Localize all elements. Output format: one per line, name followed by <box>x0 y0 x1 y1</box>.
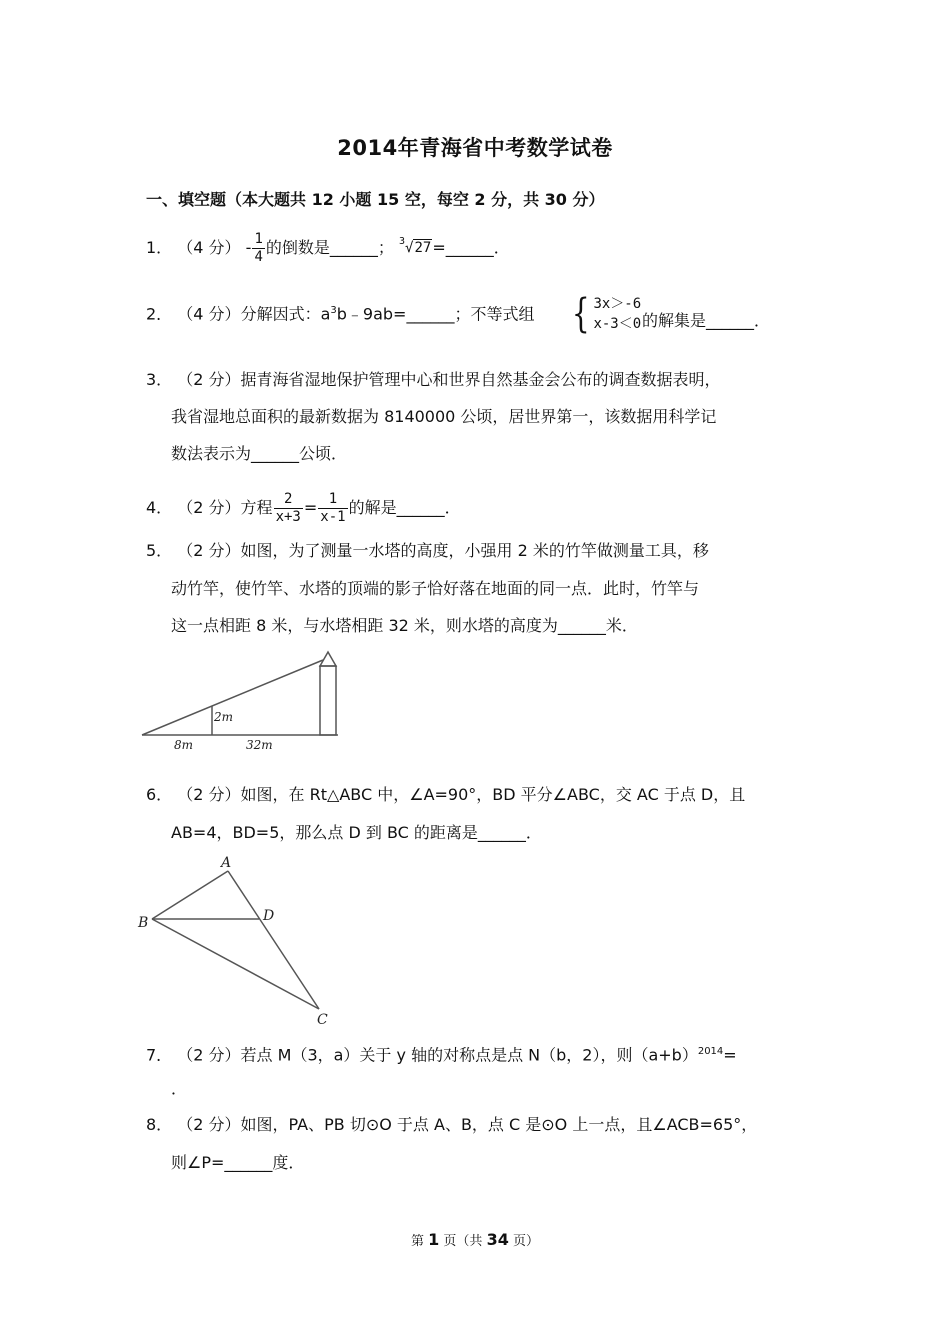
footer-text: 页（共 <box>439 1234 487 1249</box>
question-number: 2． <box>146 304 173 324</box>
question-text: （2 分）据青海省湿地保护管理中心和世界自然基金会公布的调查数据表明， <box>177 370 721 389</box>
exponent: 3 <box>330 305 337 316</box>
page-footer <box>0 1230 950 1249</box>
label-a: A <box>221 855 232 871</box>
question-7 <box>146 1041 737 1066</box>
question-text: 分解因式：a <box>240 304 331 324</box>
footer-text: 页） <box>508 1234 539 1249</box>
root-index: 3 <box>398 235 406 247</box>
question-number: 4． <box>146 498 173 517</box>
inequality-2: x-3＜0 <box>593 316 642 332</box>
numerator: 1 <box>318 491 347 509</box>
question-5-line-1 <box>146 540 709 562</box>
equals-sign: = <box>303 498 318 517</box>
numerator: 2 <box>274 491 303 509</box>
question-text: （2 分）若点 M（3，a）关于 y 轴的对称点是点 N（b，2），则（a+b） <box>177 1045 698 1065</box>
fraction-1 <box>274 491 303 526</box>
question-number: 8． <box>146 1115 173 1134</box>
side-ab <box>152 871 228 919</box>
question-number: 1． <box>146 238 173 257</box>
inequality-system <box>568 291 642 337</box>
denominator: 4 <box>254 249 263 265</box>
question-3-line-2: 我省湿地总面积的最新数据为 8140000 公顷，居世界第一，该数据用科学记 <box>171 407 717 426</box>
page-title: 2014年青海省中考数学试卷 <box>337 136 613 160</box>
question-number: 5． <box>146 541 173 560</box>
question-text: 的倒数是______； <box>265 238 394 257</box>
numerator: 1 <box>254 231 263 247</box>
distance-label-1: 8m <box>174 738 194 752</box>
minus-sign: - <box>245 238 252 257</box>
question-6-line-1 <box>146 784 745 806</box>
pole-height-label: 2m <box>214 710 234 724</box>
denominator: x+3 <box>275 509 301 525</box>
question-3-line-1 <box>146 369 721 391</box>
label-b: B <box>138 915 149 931</box>
question-text: 的解是______． <box>348 498 461 517</box>
question-text: （2 分）如图，PA、PB 切⊙O 于点 A、B，点 C 是⊙O 上一点，且∠ACB=65°， <box>177 1115 758 1134</box>
page-number: 1 <box>428 1230 440 1249</box>
question-text: （2 分）方程 <box>177 498 273 517</box>
radicand: 27 <box>414 239 432 256</box>
inequality-1: 3x＞-6 <box>593 296 642 312</box>
question-3-line-3: 数法表示为______公顷． <box>171 444 348 463</box>
total-pages: 34 <box>486 1230 509 1249</box>
question-text: b﹣9ab=______；不等式组 <box>336 304 535 324</box>
question-text: = <box>723 1045 737 1065</box>
question-score: （4 分） <box>177 304 241 324</box>
question-5-line-2: 动竹竿，使竹竿、水塔的顶端的影子恰好落在地面的同一点．此时，竹竿与 <box>171 579 700 598</box>
exponent: 2014 <box>697 1046 724 1057</box>
denominator: x-1 <box>320 509 346 525</box>
fraction-2 <box>318 491 347 526</box>
question-text: （2 分）如图，为了测量一水塔的高度，小强用 2 米的竹竿做测量工具，移 <box>177 541 709 560</box>
question-5-line-3: 这一点相距 8 米，与水塔相距 32 米，则水塔的高度为______米． <box>171 616 638 635</box>
triangle-figure <box>136 852 336 1028</box>
water-tower-figure <box>138 648 348 758</box>
question-2 <box>146 300 534 325</box>
distance-label-2: 32m <box>246 738 273 752</box>
question-4 <box>146 491 461 526</box>
cube-root: $^3$√27 <box>398 235 432 256</box>
question-number: 6． <box>146 785 173 804</box>
question-2-tail: 的解集是______． <box>642 311 771 330</box>
footer-text: 第 <box>411 1234 429 1249</box>
question-score: （4 分） <box>177 238 241 257</box>
question-number: 7． <box>146 1045 173 1065</box>
tower-roof <box>320 652 336 666</box>
brace: { <box>571 291 590 337</box>
section-heading: 一、填空题（本大题共 12 小题 15 空，每空 2 分，共 30 分） <box>146 190 605 209</box>
question-1 <box>146 231 510 266</box>
question-8-line-2: 则∠P=______度． <box>171 1153 305 1172</box>
fraction <box>252 231 264 266</box>
tower-body <box>320 666 336 735</box>
label-d: D <box>263 908 275 924</box>
question-6-line-2: AB=4，BD=5，那么点 D 到 BC 的距离是______． <box>171 823 542 842</box>
question-8-line-1 <box>146 1114 757 1136</box>
question-text: =______． <box>432 238 510 257</box>
label-c: C <box>317 1012 328 1028</box>
question-text: （2 分）如图，在 Rt△ABC 中，∠A=90°，BD 平分∠ABC，交 AC 于点 D，且 <box>177 785 746 804</box>
question-7-line-2: ． <box>171 1079 188 1098</box>
side-bc <box>152 919 319 1009</box>
side-ac <box>228 871 319 1009</box>
question-number: 3． <box>146 370 173 389</box>
